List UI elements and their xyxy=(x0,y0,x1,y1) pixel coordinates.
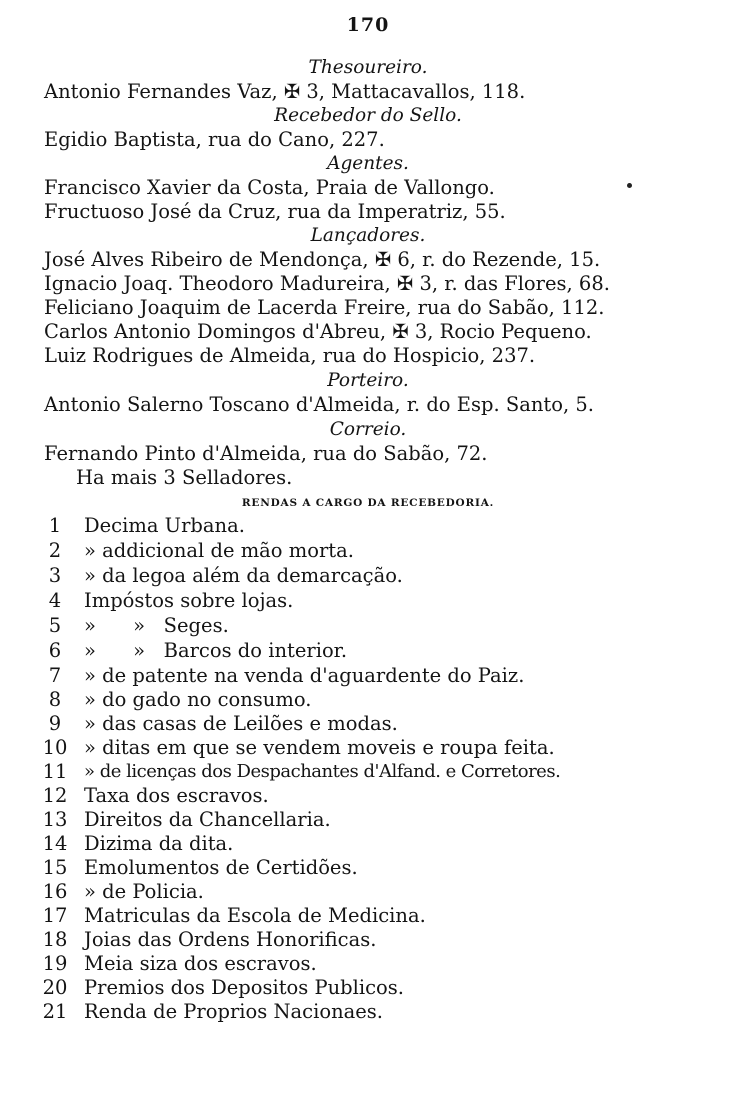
list-item xyxy=(0,952,736,976)
list-item xyxy=(0,614,736,638)
item-number: 5 xyxy=(48,614,62,637)
item-number: 8 xyxy=(48,688,62,711)
item-text: » » Barcos do interior. xyxy=(84,639,348,662)
section-heading-lancadores: Lançadores. xyxy=(310,225,426,246)
item-text: » addicional de mão morta. xyxy=(84,539,354,562)
entry-thesoureiro: Antonio Fernandes Vaz, ✠ 3, Mattacavallos, 118. xyxy=(44,80,526,103)
item-number: 12 xyxy=(42,784,68,807)
section-heading-recebedor: Recebedor do Sello. xyxy=(274,105,462,126)
entry-correio-note: Ha mais 3 Selladores. xyxy=(76,466,293,489)
entry-porteiro: Antonio Salerno Toscano d'Almeida, r. do Esp. Santo, 5. xyxy=(44,393,594,416)
list-item xyxy=(0,712,736,736)
item-text: » » Seges. xyxy=(84,614,229,637)
list-item xyxy=(0,808,736,832)
item-number: 18 xyxy=(42,928,68,951)
item-text: » de patente na venda d'aguardente do Paiz. xyxy=(84,664,525,687)
list-item xyxy=(0,639,736,663)
item-text: » da legoa além da demarcação. xyxy=(84,564,403,587)
item-text: Decima Urbana. xyxy=(84,514,245,537)
item-number: 11 xyxy=(42,760,68,783)
entry-lancador: José Alves Ribeiro de Mendonça, ✠ 6, r. do Rezende, 15. xyxy=(44,248,601,271)
item-number: 19 xyxy=(42,952,68,975)
item-text: Dizima da dita. xyxy=(84,832,234,855)
item-number: 2 xyxy=(48,539,62,562)
list-item xyxy=(0,760,736,784)
list-item xyxy=(0,664,736,688)
item-text: Premios dos Depositos Publicos. xyxy=(84,976,405,999)
item-number: 7 xyxy=(48,664,62,687)
list-item xyxy=(0,539,736,563)
item-text: Taxa dos escravos. xyxy=(84,784,269,807)
list-item xyxy=(0,904,736,928)
section-heading-porteiro: Porteiro. xyxy=(327,370,409,391)
item-text: Direitos da Chancellaria. xyxy=(84,808,331,831)
item-text: » de Policia. xyxy=(84,880,204,903)
section-heading-thesoureiro: Thesoureiro. xyxy=(308,57,428,78)
list-item xyxy=(0,784,736,808)
item-number: 17 xyxy=(42,904,68,927)
item-number: 20 xyxy=(42,976,68,999)
item-number: 14 xyxy=(42,832,68,855)
item-text: Matriculas da Escola de Medicina. xyxy=(84,904,426,927)
entry-agente: Francisco Xavier da Costa, Praia de Vallongo. xyxy=(44,176,495,199)
item-number: 10 xyxy=(42,736,68,759)
entry-correio: Fernando Pinto d'Almeida, rua do Sabão, 72. xyxy=(44,442,488,465)
list-item xyxy=(0,564,736,588)
list-item xyxy=(0,1000,736,1024)
item-text: » ditas em que se vendem moveis e roupa feita. xyxy=(84,736,555,759)
item-number: 3 xyxy=(48,564,62,587)
entry-lancador: Feliciano Joaquim de Lacerda Freire, rua do Sabão, 112. xyxy=(44,296,605,319)
item-text: Renda de Proprios Nacionaes. xyxy=(84,1000,383,1023)
item-text: Joias das Ordens Honorificas. xyxy=(84,928,377,951)
list-item xyxy=(0,928,736,952)
list-item xyxy=(0,856,736,880)
entry-lancador: Ignacio Joaq. Theodoro Madureira, ✠ 3, r. das Flores, 68. xyxy=(44,272,610,295)
item-text: Meia siza dos escravos. xyxy=(84,952,317,975)
rendas-caption: RENDAS A CARGO DA RECEBEDORIA. xyxy=(241,497,495,509)
entry-agente: Fructuoso José da Cruz, rua da Imperatriz, 55. xyxy=(44,200,506,223)
entry-lancador: Carlos Antonio Domingos d'Abreu, ✠ 3, Rocio Pequeno. xyxy=(44,320,592,343)
list-item xyxy=(0,514,736,538)
list-item xyxy=(0,976,736,1000)
list-item xyxy=(0,736,736,760)
item-number: 1 xyxy=(48,514,62,537)
item-text: » do gado no consumo. xyxy=(84,688,312,711)
list-item xyxy=(0,688,736,712)
list-item xyxy=(0,589,736,613)
page-number: 170 xyxy=(346,14,390,36)
item-number: 15 xyxy=(42,856,68,879)
item-number: 21 xyxy=(42,1000,68,1023)
entry-recebedor: Egidio Baptista, rua do Cano, 227. xyxy=(44,128,385,151)
item-number: 13 xyxy=(42,808,68,831)
list-item xyxy=(0,880,736,904)
item-number: 16 xyxy=(42,880,68,903)
item-text: » de licenças dos Despachantes d'Alfand. e Corretores. xyxy=(84,761,561,782)
item-text: Emolumentos de Certidões. xyxy=(84,856,358,879)
ink-speck xyxy=(627,183,632,188)
entry-lancador: Luiz Rodrigues de Almeida, rua do Hospicio, 237. xyxy=(44,344,536,367)
list-item xyxy=(0,832,736,856)
item-text: Impóstos sobre lojas. xyxy=(84,589,294,612)
item-number: 9 xyxy=(48,712,62,735)
item-number: 6 xyxy=(48,639,62,662)
item-number: 4 xyxy=(48,589,62,612)
section-heading-correio: Correio. xyxy=(329,419,407,440)
section-heading-agentes: Agentes. xyxy=(327,153,409,174)
item-text: » das casas de Leilões e modas. xyxy=(84,712,398,735)
